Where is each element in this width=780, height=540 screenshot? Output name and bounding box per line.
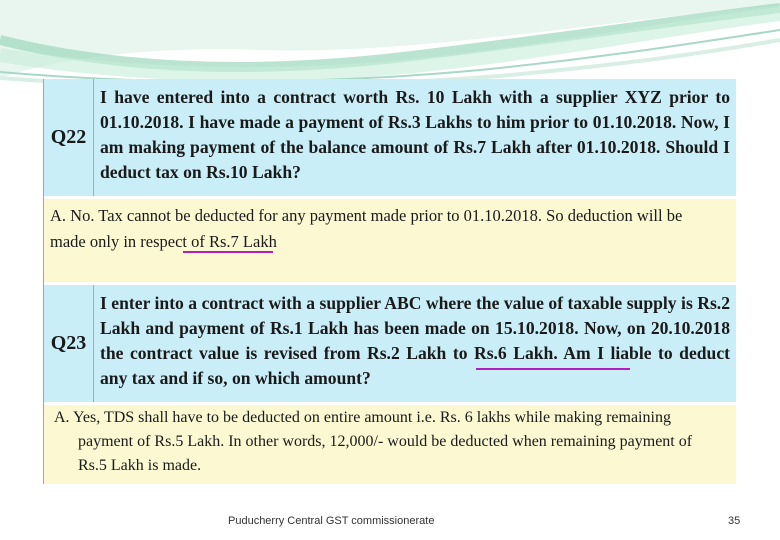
- question-number: Q22: [44, 79, 94, 196]
- question-text: I enter into a contract with a supplier ABC where the value of taxable supply is Rs.2 Lakh and payment of Rs.1 Lakh has been made on 15.10.2018. Now, on 20.10.2018 the contract value is revised from Rs.2 Lakh to Rs.6 Lakh. Am I liable to deduct any tax and if so, on which amount?: [100, 293, 730, 388]
- answer-line: made only in respect of Rs.7 Lakh: [50, 232, 277, 251]
- question-number: Q23: [44, 285, 94, 402]
- question-row-q22: [44, 79, 736, 196]
- question-text: I have entered into a contract worth Rs. 10 Lakh with a supplier XYZ prior to 01.10.2018. I have made a payment of Rs.3 Lakhs to him prior to 01.10.2018. Now, I am making payment of the balance amount of Rs.7 Lakh after 01.10.2018. Should I deduct tax on Rs.10 Lakh?: [100, 87, 730, 182]
- answer-line: Rs.5 Lakh is made.: [78, 457, 202, 474]
- answer-line: A. Yes, TDS shall have to be deducted on entire amount i.e. Rs. 6 lakhs while making remaining: [54, 409, 671, 426]
- answer-line: A. No. Tax cannot be deducted for any payment made prior to 01.10.2018. So deduction will be: [50, 206, 683, 225]
- page-number: 35: [728, 515, 741, 527]
- answer-row-q23: [44, 405, 736, 484]
- qa-table: [43, 79, 736, 484]
- highlight-underline: [183, 251, 273, 253]
- highlight-underline: [476, 368, 630, 370]
- answer-line: payment of Rs.5 Lakh. In other words, 12,000/- would be deducted when remaining payment of: [78, 433, 693, 450]
- footer-text: Puducherry Central GST commissionerate: [228, 515, 435, 527]
- header-swoosh-decoration: [0, 0, 780, 90]
- answer-row-q22: [44, 199, 736, 282]
- question-row-q23: [44, 285, 736, 402]
